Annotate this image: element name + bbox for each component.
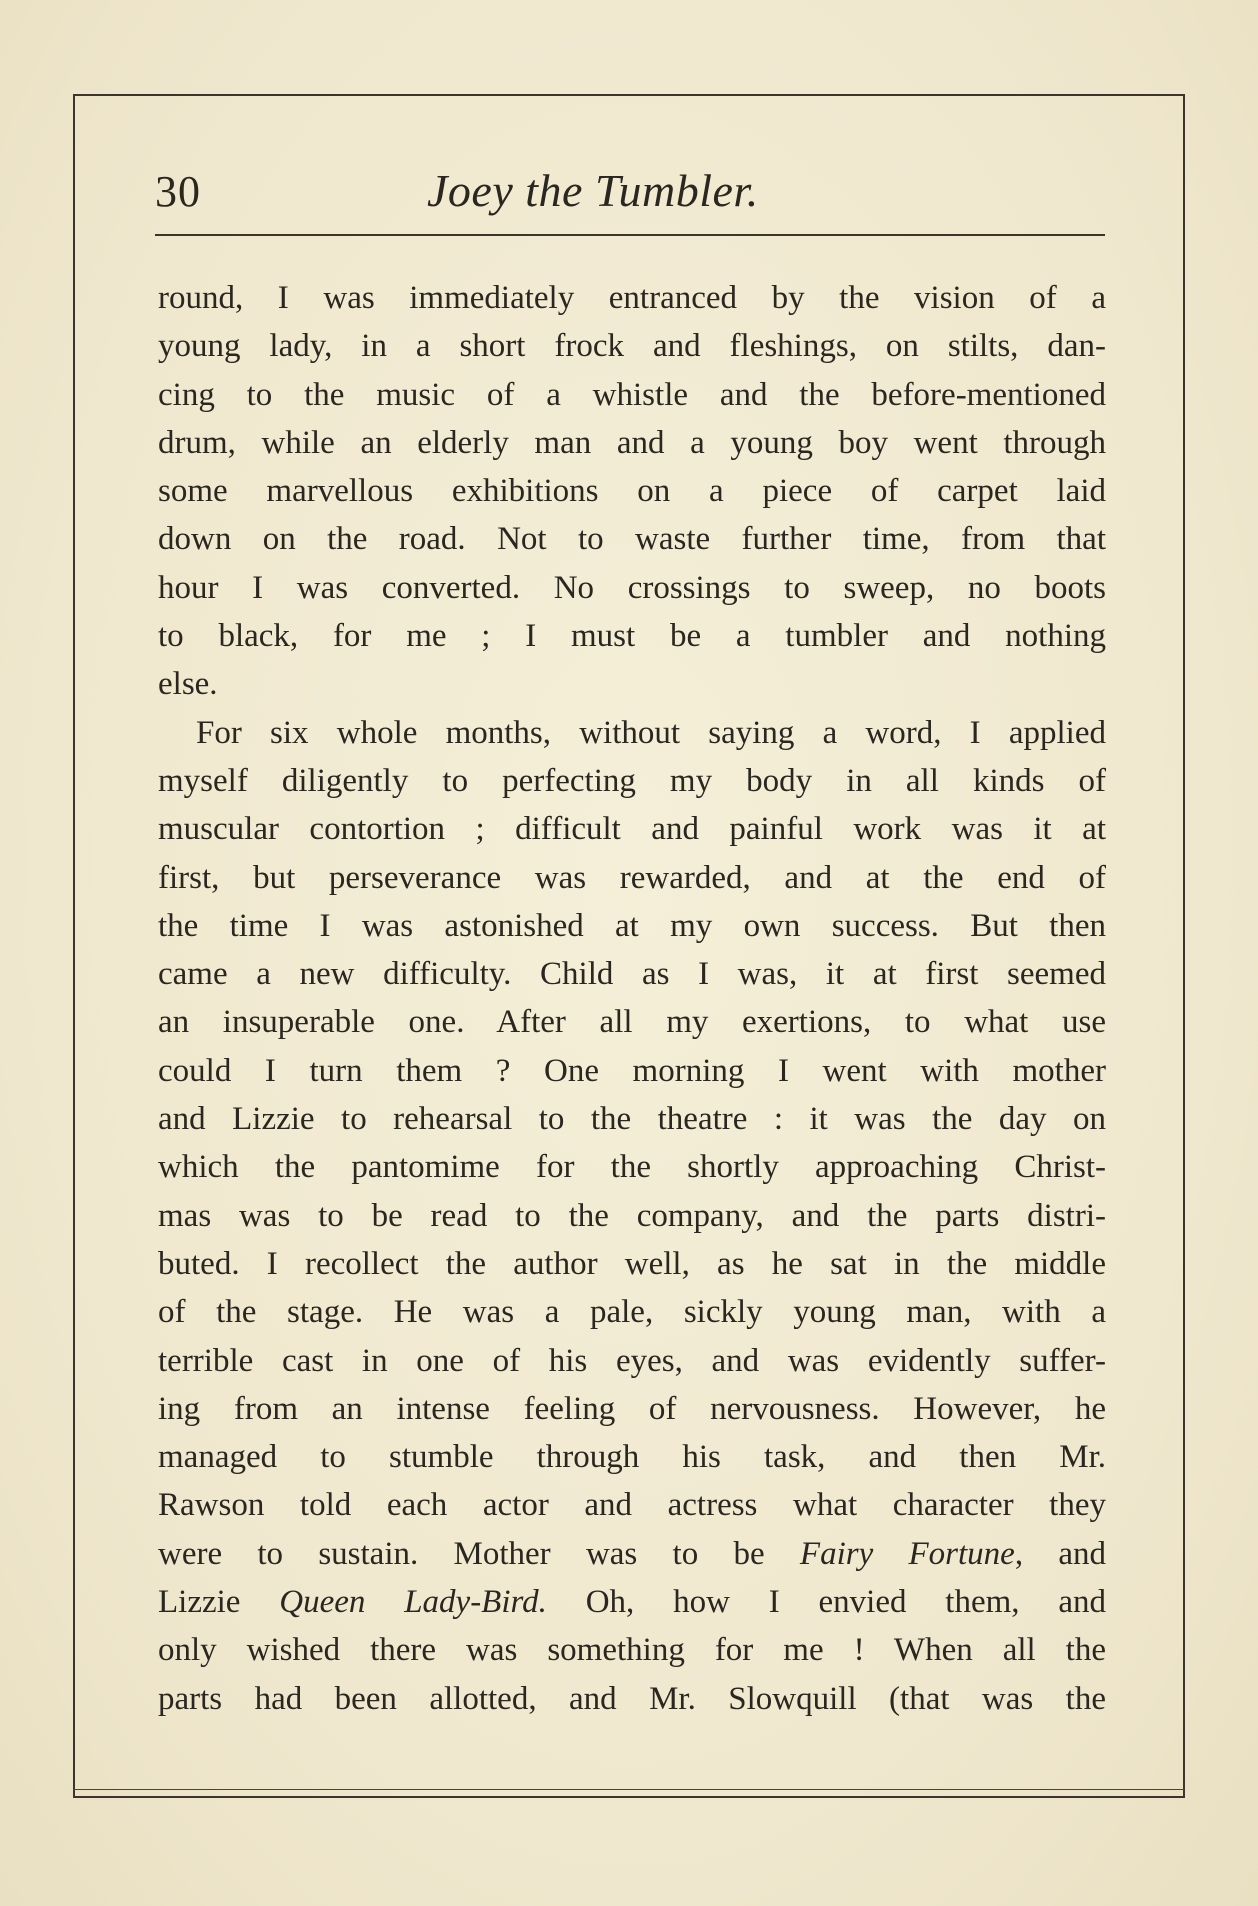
text-line bbox=[158, 1530, 1106, 1578]
text-line bbox=[158, 1578, 1106, 1626]
text-line: down on the road. Not to waste further time, from that bbox=[158, 521, 1106, 558]
text-line: muscular contortion ; difficult and painful work was it at bbox=[158, 811, 1106, 848]
running-header bbox=[155, 166, 1105, 236]
text-line: could I turn them ? One morning I went with mother bbox=[158, 1052, 1106, 1089]
text-line: first, but perseverance was rewarded, and at the end of bbox=[158, 859, 1106, 896]
text-line: terrible cast in one of his eyes, and was evidently suffer- bbox=[158, 1342, 1106, 1379]
text-line: to black, for me ; I must be a tumbler and nothing bbox=[158, 618, 1106, 655]
text-line: round, I was immediately entranced by the vision of a bbox=[158, 280, 1106, 316]
text-segment: were to sustain. Mother was to be bbox=[158, 1535, 800, 1572]
text-line: of the stage. He was a pale, sickly young man, with a bbox=[158, 1294, 1106, 1331]
italic-character-name: Queen Lady-Bird. bbox=[279, 1584, 547, 1621]
text-line: only wished there was something for me ! When all the bbox=[158, 1632, 1106, 1669]
text-line: Rawson told each actor and actress what character they bbox=[158, 1487, 1106, 1524]
text-line: buted. I recollect the author well, as he sat in the middle bbox=[158, 1245, 1106, 1282]
text-segment: Oh, how I envied them, and bbox=[546, 1584, 1106, 1621]
italic-character-name: Fairy Fortune bbox=[799, 1535, 1015, 1572]
text-line: young lady, in a short frock and fleshings, on stilts, dan- bbox=[158, 328, 1106, 365]
text-line: and Lizzie to rehearsal to the theatre : it was the day on bbox=[158, 1101, 1106, 1138]
text-line: the time I was astonished at my own success. But then bbox=[158, 907, 1106, 944]
text-line: drum, while an elderly man and a young boy went through bbox=[158, 424, 1106, 461]
text-line: came a new difficulty. Child as I was, it at first seemed bbox=[158, 956, 1106, 993]
text-line: managed to stumble through his task, and then Mr. bbox=[158, 1439, 1106, 1476]
page-number: 30 bbox=[155, 167, 201, 216]
text-line: hour I was converted. No crossings to sweep, no boots bbox=[158, 569, 1106, 606]
header-rule bbox=[155, 234, 1105, 236]
paragraph-start: For six whole months, without saying a word, I applied bbox=[196, 714, 1106, 751]
page-border-bottom-rule bbox=[73, 1789, 1185, 1790]
text-line: an insuperable one. After all my exertions, to what use bbox=[158, 1004, 1106, 1041]
text-line: cing to the music of a whistle and the before-mentioned bbox=[158, 376, 1106, 413]
text-line: myself diligently to perfecting my body in all kinds of bbox=[158, 762, 1106, 799]
text-segment: , and bbox=[1014, 1535, 1106, 1572]
text-segment: Lizzie bbox=[158, 1584, 280, 1621]
text-line: some marvellous exhibitions on a piece of carpet laid bbox=[158, 473, 1106, 510]
text-line: which the pantomime for the shortly approaching Christ- bbox=[158, 1149, 1106, 1186]
running-title: Joey the Tumbler. bbox=[427, 165, 759, 216]
text-line: mas was to be read to the company, and the parts distri- bbox=[158, 1197, 1106, 1234]
text-line: else. bbox=[158, 666, 218, 703]
body-text bbox=[158, 274, 1106, 1723]
text-line: ing from an intense feeling of nervousness. However, he bbox=[158, 1390, 1106, 1427]
text-line: parts had been allotted, and Mr. Slowquill (that was the bbox=[158, 1680, 1106, 1717]
